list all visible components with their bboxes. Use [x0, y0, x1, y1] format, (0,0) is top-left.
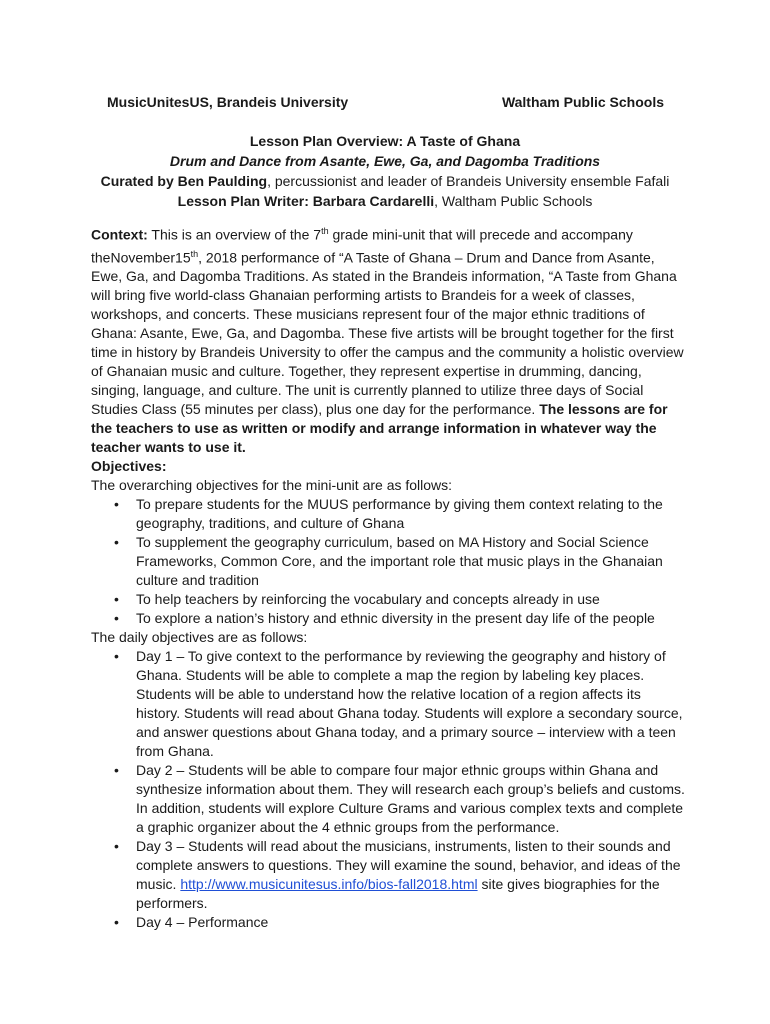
context-text-a: This is an overview of the 7: [147, 226, 322, 243]
curator-description: , percussionist and leader of Brandeis University ensemble Fafali: [267, 173, 670, 189]
overarching-intro: The overarching objectives for the mini-unit are as follows:: [91, 477, 453, 494]
daily-intro: The daily objectives are as follows:: [91, 629, 308, 646]
day3-text: Day 3 – Students will read about the musicians, instruments, listen to their sounds and complete answers to questions. They will examine the sound, behavior, and ideas of the music.: [136, 838, 681, 893]
context-paragraph: [91, 222, 687, 457]
superscript-th-2: th: [190, 248, 199, 259]
superscript-th-1: th: [321, 226, 329, 236]
writer-line: [0, 191, 770, 211]
list-item: • To prepare students for the MUUS performance by giving them context relating to the geography, traditions, and culture of Ghana: [136, 495, 687, 533]
writer-label: Lesson Plan Writer: Barbara Cardarelli: [177, 193, 435, 209]
lesson-title: Lesson Plan Overview: A Taste of Ghana: [249, 133, 521, 149]
title-block: [0, 131, 770, 211]
bios-link[interactable]: http://www.musicunitesus.info/bios-fall2018.html: [180, 876, 478, 893]
list-item: • Day 1 – To give context to the performance by reviewing the geography and history of Ghana. Students will be able to complete a map the region by labeling key places. Students will be able to understand how the relative location of a region affects its history. Students will read about Ghana today. Students will explore a secondary source, and answer questions about Ghana today, and a primary source – interview with a teen from Ghana.: [136, 647, 687, 761]
writer-affiliation: , Waltham Public Schools: [434, 193, 593, 209]
overarching-objectives-list: [91, 495, 687, 628]
header-organization: MusicUnitesUS, Brandeis University: [107, 94, 349, 110]
lesson-subtitle: Drum and Dance from Asante, Ewe, Ga, and Dagomba Traditions: [169, 153, 601, 169]
daily-objectives-list: [91, 647, 687, 932]
context-bold-note: The lessons are for the teachers to use as written or modify and arrange information in whatever way the teacher wants to use it.: [91, 401, 668, 456]
curator-label: Curated by Ben Paulding: [100, 173, 268, 189]
list-item: • To help teachers by reinforcing the vocabulary and concepts already in use: [136, 590, 687, 609]
list-item: • Day 4 – Performance: [136, 913, 687, 932]
context-text-c: , 2018 performance of “A Taste of Ghana – Drum and Dance from Asante, Ewe, Ga, and Dagomba Traditions. As stated in the Brandeis information, “A Taste from Ghana will bring five world-class Ghanaian performing artists to Brandeis for a week of classes, workshops, and concerts. These musicians represent four of the major ethnic traditions of Ghana: Asante, Ewe, Ga, and Dagomba. These five artists will be brought together for the first time in history by Brandeis University to offer the campus and the community a holistic overview of Ghanaian music and culture. Together, they represent expertise in drumming, dancing, singing, language, and culture. The unit is currently planned to utilize three days of Social Studies Class (55 minutes per class), plus one day for the performance.: [91, 249, 684, 418]
curator-line: [0, 171, 770, 191]
list-item: • To supplement the geography curriculum, based on MA History and Social Science Frameworks, Common Core, and the important role that music plays in the Ghanaian culture and tradition: [136, 533, 687, 590]
list-item: • Day 2 – Students will be able to compare four major ethnic groups within Ghana and synthesize information about them. They will research each group’s beliefs and customs. In addition, students will explore Culture Grams and various complex texts and complete a graphic organizer about the 4 ethnic groups from the performance.: [136, 761, 687, 837]
context-text-b: grade mini-unit that will precede and accompany theNovember15: [91, 226, 633, 266]
list-item: • To explore a nation’s history and ethnic diversity in the present day life of the people: [136, 609, 687, 628]
objectives-heading: Objectives:: [91, 458, 167, 475]
document-body: [91, 222, 687, 932]
list-item-day-3: [136, 837, 687, 913]
day3-text-end: site gives biographies for the performers.: [136, 876, 660, 912]
context-label: Context:: [91, 226, 148, 243]
header-school: Waltham Public Schools: [501, 94, 664, 110]
